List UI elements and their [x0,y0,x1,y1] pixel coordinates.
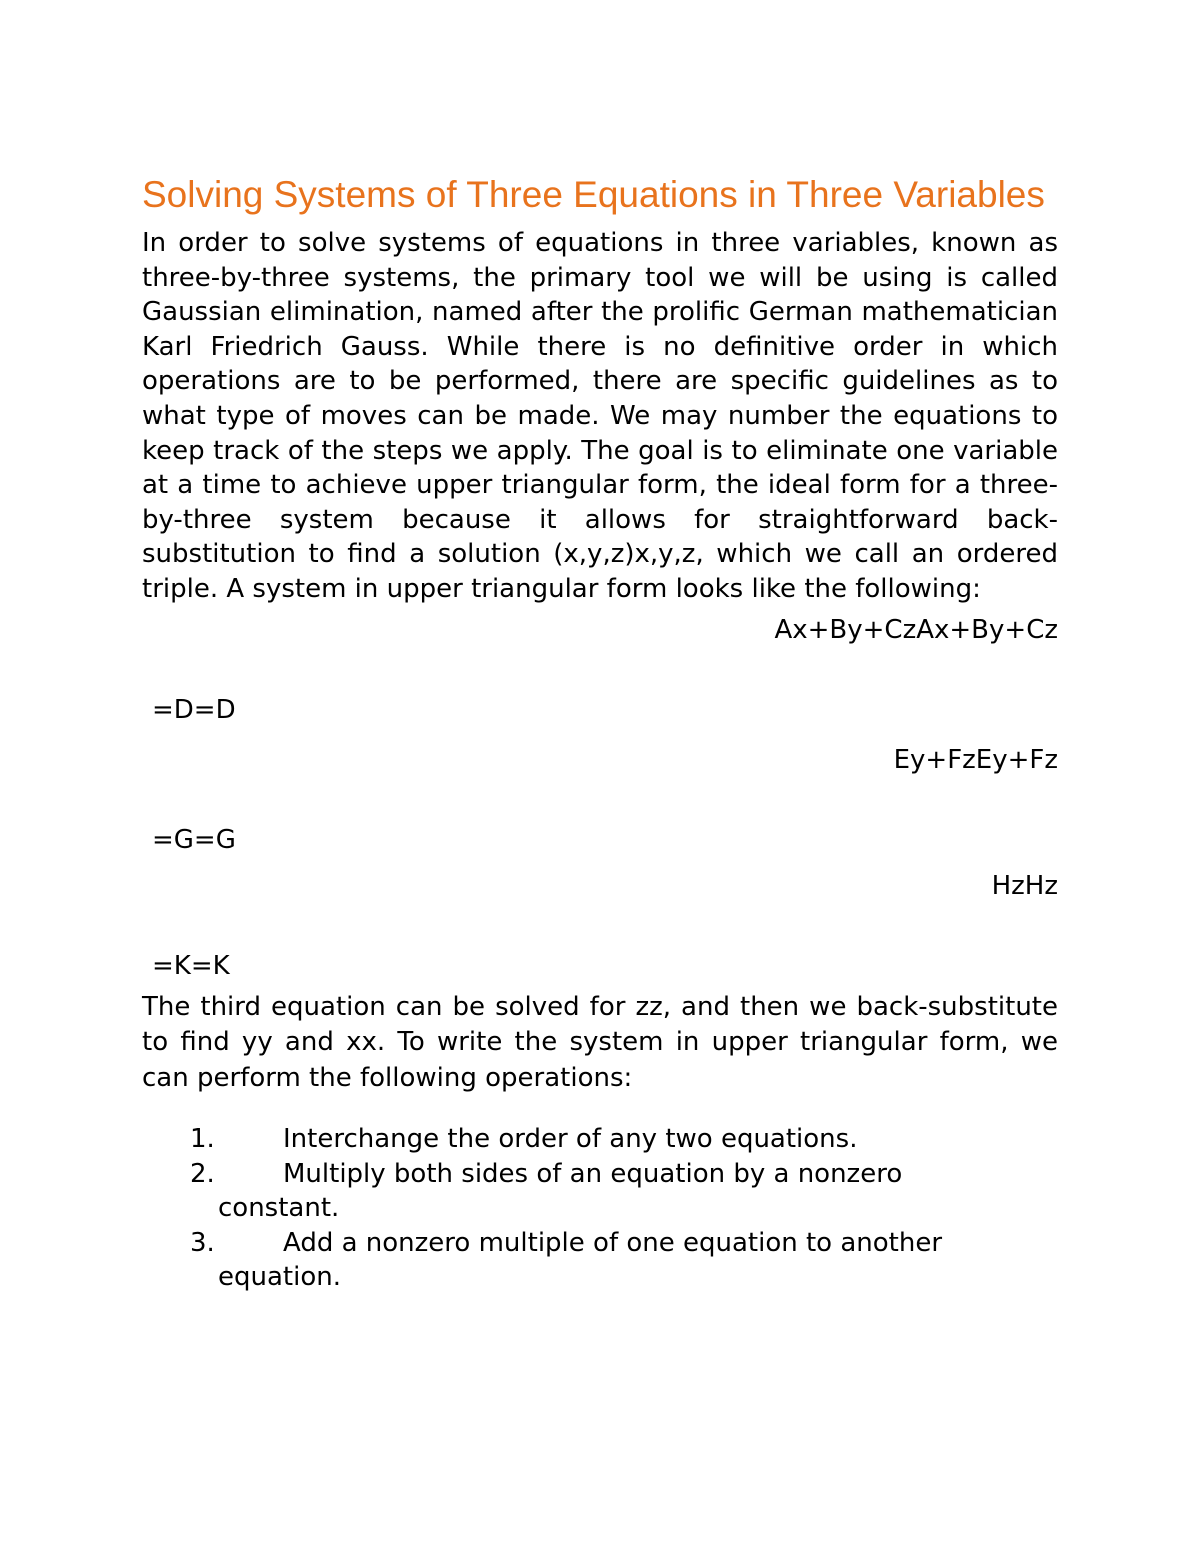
list-item [142,1226,1058,1295]
operations-list [142,1122,1058,1295]
list-item-number: 2. [190,1158,215,1189]
list-item-continuation: equation. [218,1262,341,1293]
list-item-text: Add a nonzero multiple of one equation to another [283,1227,943,1258]
equation-3-rhs: =K=K [152,950,230,981]
intro-paragraph: In order to solve systems of equations in three variables, known as three-by-three systems, the primary tool we will be using is called Gaussian elimination, named after the prolific German mathematician Karl Friedrich Gauss. While there is no definitive order in which operations are to be performed, there are specific guidelines as to what type of moves can be made. We may number the equations to keep track of the steps we apply. The goal is to eliminate one variable at a time to achieve upper triangular form, the ideal form for a three-by-three system because it allows for straightforward back-substitution to find a solution (x,y,z)x,y,z, which we call an ordered triple. A system in upper triangular form looks like the following: [142,228,1058,604]
list-item-continuation: constant. [218,1193,340,1224]
list-item-number: 1. [190,1124,215,1155]
equation-2-lhs: Ey+FzEy+Fz [893,744,1058,775]
document-content [142,172,1058,1295]
list-item-number: 3. [190,1227,215,1258]
equation-1-rhs: =D=D [152,694,236,725]
list-item-text: Interchange the order of any two equations. [283,1124,858,1155]
after-paragraph: The third equation can be solved for zz, and then we back-substitute to find yy and xx. To write the system in upper triangular form, we can perform the following operations: [142,991,1058,1093]
equation-1-lhs: Ax+By+CzAx+By+Cz [774,614,1058,645]
equation-3-lhs: HzHz [991,870,1058,901]
list-item-text: Multiply both sides of an equation by a nonzero [283,1158,903,1189]
document-title: Solving Systems of Three Equations in Three Variables [142,174,1045,215]
equation-2-rhs: =G=G [152,824,236,855]
list-item [142,1157,1058,1226]
list-item [142,1122,1058,1157]
